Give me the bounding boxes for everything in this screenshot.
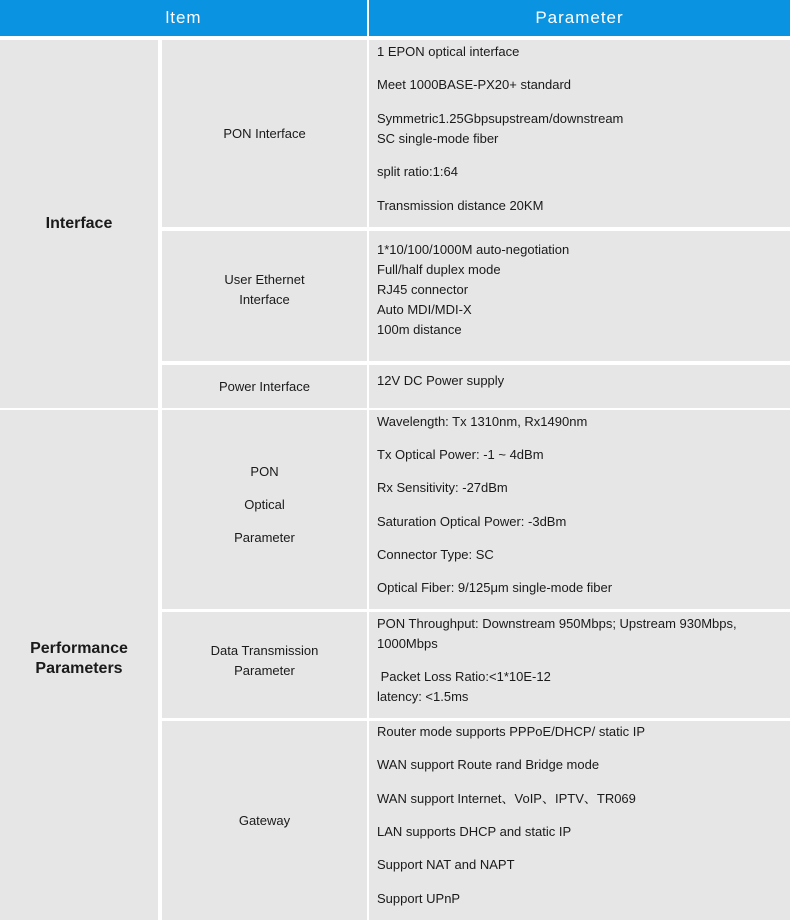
param-line: 1000Mbps <box>377 636 438 651</box>
param-line: RJ45 connector <box>377 282 469 297</box>
item-user-ethernet-interface <box>162 231 367 361</box>
item-power-interface <box>162 365 367 408</box>
params-data-transmission-parameter <box>369 612 790 718</box>
param-line: Router mode supports PPPoE/DHCP/ static IP <box>377 724 646 739</box>
param-line: Packet Loss Ratio:<1*10E-12 <box>377 669 551 684</box>
params-gateway <box>369 721 790 920</box>
param-line: Connector Type: SC <box>377 547 494 562</box>
item-label: Interface <box>239 292 290 307</box>
category-interface <box>0 40 158 408</box>
param-line: Symmetric1.25Gbpsupstream/downstream <box>377 111 624 126</box>
category-label: Parameters <box>35 660 123 677</box>
param-line: Rx Sensitivity: -27dBm <box>377 480 508 495</box>
item-label: Power Interface <box>218 378 311 394</box>
category-label: Performance <box>30 640 128 657</box>
parameter-column-header: Parameter <box>369 0 790 36</box>
params-pon-optical-parameter <box>369 410 790 609</box>
param-line: LAN supports DHCP and static IP <box>377 824 572 839</box>
param-line: Support NAT and NAPT <box>377 857 515 872</box>
item-label: Data Transmission <box>210 643 319 658</box>
param-line: Tx Optical Power: -1 ~ 4dBm <box>377 447 544 462</box>
params-power-interface <box>369 365 790 408</box>
item-label: User Ethernet <box>224 272 305 287</box>
item-label: Gateway <box>238 812 291 828</box>
param-line: SC single-mode fiber <box>377 131 499 146</box>
param-line: Meet 1000BASE-PX20+ standard <box>377 77 572 92</box>
item-label: Optical <box>244 497 285 512</box>
param-line: Full/half duplex mode <box>377 262 501 277</box>
item-data-transmission-parameter <box>162 612 367 718</box>
param-line: Saturation Optical Power: -3dBm <box>377 514 567 529</box>
item-label: PON Interface <box>223 125 306 141</box>
param-line: WAN support Route rand Bridge mode <box>377 757 600 772</box>
param-line: PON Throughput: Downstream 950Mbps; Upstream 930Mbps, <box>377 616 737 631</box>
table-header <box>0 0 790 36</box>
params-pon-interface <box>369 40 790 227</box>
param-line: 12V DC Power supply <box>377 373 505 388</box>
param-line: 1 EPON optical interface <box>377 44 520 59</box>
params-user-ethernet-interface <box>369 231 790 361</box>
param-line: split ratio:1:64 <box>377 164 458 179</box>
item-pon-optical-parameter <box>162 410 367 609</box>
param-line: latency: <1.5ms <box>377 689 469 704</box>
param-line: 100m distance <box>377 322 462 337</box>
param-line: Optical Fiber: 9/125μm single-mode fiber <box>377 580 613 595</box>
category-label: Interface <box>45 215 113 232</box>
item-gateway <box>162 721 367 920</box>
param-line: 1*10/100/1000M auto-negotiation <box>377 242 570 257</box>
param-line: WAN support Internet、VoIP、IPTV、TR069 <box>377 791 636 806</box>
item-label: Parameter <box>234 663 295 678</box>
param-line: Auto MDI/MDI-X <box>377 302 472 317</box>
item-label: PON <box>250 464 279 479</box>
category-performance-parameters <box>0 410 158 920</box>
param-line: Wavelength: Tx 1310nm, Rx1490nm <box>377 414 588 429</box>
param-line: Support UPnP <box>377 891 461 906</box>
item-label: Parameter <box>234 530 295 545</box>
param-line: Transmission distance 20KM <box>377 198 544 213</box>
item-column-header: ltem <box>0 0 367 36</box>
item-pon-interface <box>162 40 367 227</box>
